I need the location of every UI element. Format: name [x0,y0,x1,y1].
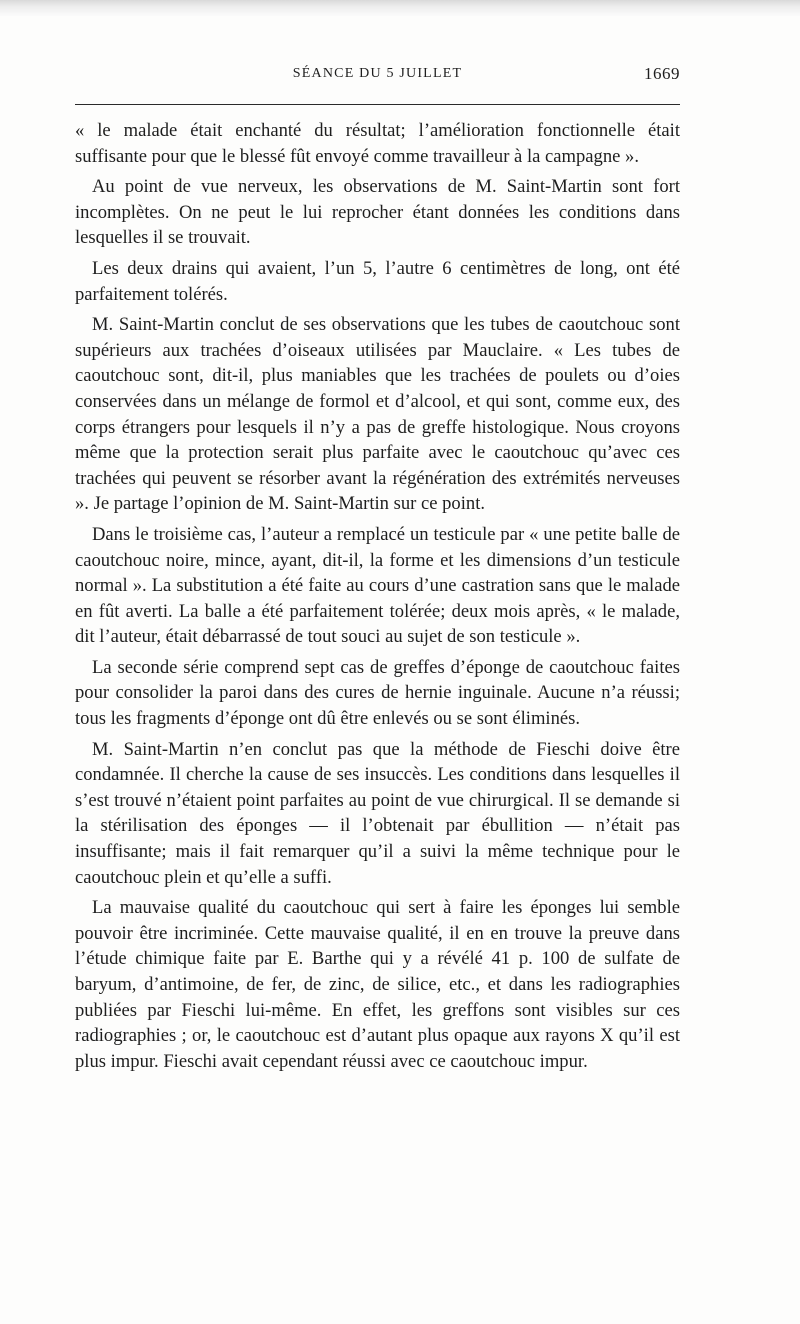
paragraph: M. Saint-Martin n’en conclut pas que la méthode de Fieschi doive être condamnée. Il cherche la cause de ses insuccès. Les conditions dans lesquelles il s’est trouvé n’étaient point parfaites au point de vue chirurgical. Il se demande si la stérilisation des éponges — il l’obtenait par ébullition — n’était pas insuffisante; mais il fait remarquer qu’il a suivi la même technique pour le caoutchouc plein et qu’elle a suffi. [75,738,680,888]
scan-top-edge [0,0,800,16]
header-rule [75,104,680,105]
paragraph: Dans le troisième cas, l’auteur a remplacé un testicule par « une petite balle de caoutchouc noire, mince, ayant, dit-il, la forme et les dimensions d’un testicule normal ». La substitution a été faite au cours d’une castration sans que le malade en fût averti. La balle a été parfaitement tolérée; deux mois après, « le malade, dit l’auteur, était débarrassé de tout souci au sujet de son testicule ». [75,523,680,648]
paragraph: Au point de vue nerveux, les observations de M. Saint-Martin sont fort incomplètes. On ne peut le lui reprocher étant données les conditions dans lesquelles il se trouvait. [75,176,680,249]
paragraph-continued: « le malade était enchanté du résultat; l’amélioration fonctionnelle était suffisante pour que le blessé fût envoyé comme travailleur à la campagne ». [75,120,680,167]
running-title: SÉANCE DU 5 JUILLET [292,66,463,81]
paragraph: Les deux drains qui avaient, l’un 5, l’autre 6 centimètres de long, ont été parfaitement tolérés. [75,257,680,305]
paragraph: La seconde série comprend sept cas de greffes d’éponge de caoutchouc faites pour consolider la paroi dans des cures de hernie inguinale. Aucune n’a réussi; tous les fragments d’éponge ont dû être enlevés ou se sont éliminés. [75,656,680,730]
page-number: 1669 [644,64,680,83]
paragraph: M. Saint-Martin conclut de ses observations que les tubes de caoutchouc sont supérieurs aux trachées d’oiseaux utilisées par Mauclaire. « Les tubes de caoutchouc sont, dit-il, plus maniables que les trachées de poulets ou d’oies conservées dans un mélange de formol et d’alcool, et qui sont, comme eux, des corps étrangers pour lesquels il n’y a pas de greffe histologique. Nous croyons même que la protection serait plus parfaite avec le caoutchouc qu’avec ces trachées qui peuvent se résorber avant la régénération des extrémités nerveuses ». Je partage l’opinion de M. Saint-Martin sur ce point. [75,314,680,515]
paragraph: La mauvaise qualité du caoutchouc qui sert à faire les éponges lui semble pouvoir être incriminée. Cette mauvaise qualité, il en en trouve la preuve dans l’étude chimique faite par E. Barthe qui y a révélé 41 p. 100 de sulfate de baryum, d’antimoine, de fer, de zinc, de silice, etc., et dans les radiographies publiées par Fieschi lui-même. En effet, les greffons sont visibles sur ces radiographies ; or, le caoutchouc est d’autant plus opaque aux rayons X qu’il est plus impur. Fieschi avait cependant réussi avec ce caoutchouc impur. [75,897,680,1072]
body-text [75,118,680,1079]
page-header [75,64,680,86]
